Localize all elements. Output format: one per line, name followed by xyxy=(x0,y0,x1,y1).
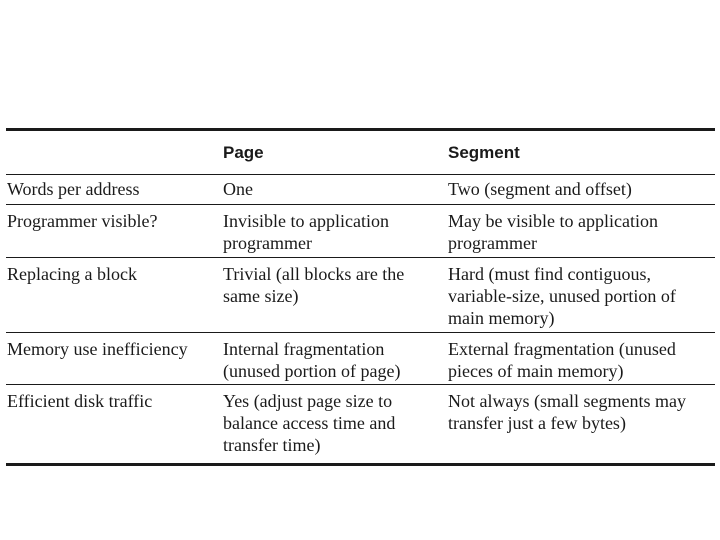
segment-cell: External fragmentation (unused pieces of main memory) xyxy=(448,339,676,381)
table-row xyxy=(6,333,715,384)
row-label: Programmer visible? xyxy=(7,211,158,231)
header-row xyxy=(6,131,715,174)
comparison-table xyxy=(6,128,715,466)
page-cell: Invisible to application programmer xyxy=(223,211,389,253)
row-label: Words per address xyxy=(7,179,140,199)
row-label: Efficient disk traffic xyxy=(7,391,153,411)
segment-cell: Two (segment and offset) xyxy=(448,179,632,199)
segment-cell: Not always (small segments may transfer just a few bytes) xyxy=(448,391,686,433)
page-cell: Internal fragmentation (unused portion of page) xyxy=(223,339,401,381)
page-cell: Trivial (all blocks are the same size) xyxy=(223,264,405,306)
bottom-rule xyxy=(6,463,715,466)
table-row xyxy=(6,385,715,463)
segment-cell: Hard (must find contiguous, variable-size, unused portion of main memory) xyxy=(448,264,676,328)
segment-cell: May be visible to application programmer xyxy=(448,211,658,253)
header-page: Page xyxy=(223,142,264,162)
row-label: Memory use inefficiency xyxy=(7,339,188,359)
header-segment: Segment xyxy=(448,142,520,162)
table-row xyxy=(6,205,715,257)
page-cell: One xyxy=(223,179,253,199)
row-label: Replacing a block xyxy=(7,264,137,284)
table-row xyxy=(6,258,715,332)
table-row xyxy=(6,175,715,204)
page-cell: Yes (adjust page size to balance access time and transfer time) xyxy=(223,391,396,455)
